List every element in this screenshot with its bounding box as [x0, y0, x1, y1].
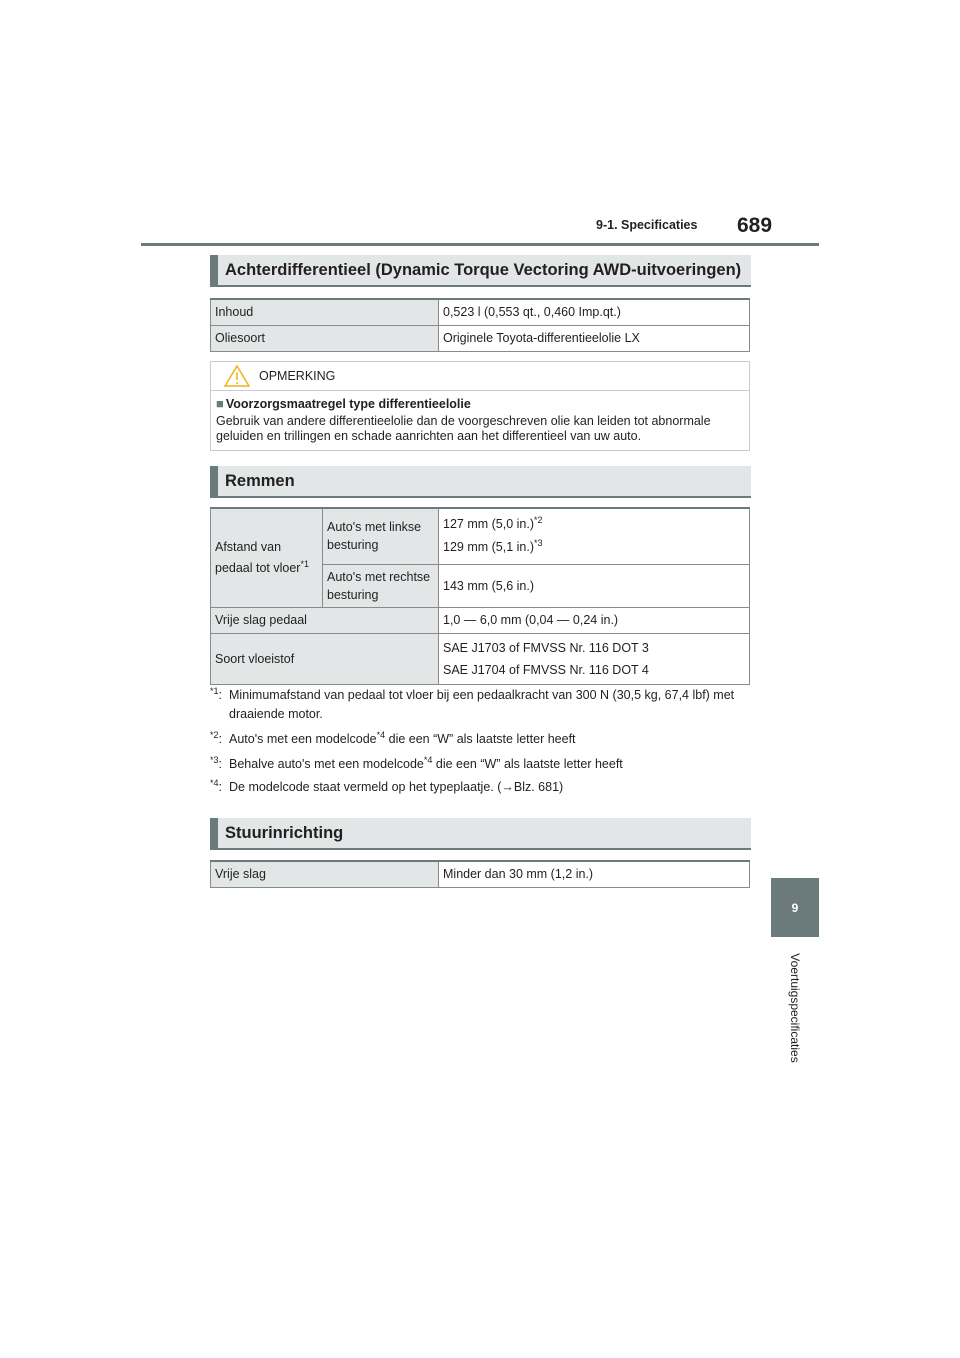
footnote-ref: *4 — [423, 754, 433, 765]
footnote-ref: *2 — [534, 515, 543, 526]
section-heading-rear-differential: Achterdifferentieel (Dynamic Torque Vectoring AWD-uitvoeringen) — [210, 255, 751, 287]
table-row — [211, 299, 750, 325]
notice-body: Gebruik van andere differentieelolie dan de voorgeschreven olie kan leiden tot abnormale geluiden en trillingen en schade aanrichten aan het differentieel van uw auto. — [216, 414, 711, 443]
table-value — [439, 633, 750, 684]
steering-table — [210, 860, 750, 888]
notice-header — [211, 362, 749, 391]
table-value: 143 mm (5,6 in.) — [439, 564, 750, 607]
cell-line: Auto's met rechtse — [327, 569, 431, 584]
footnote-ref: *4 — [376, 729, 386, 740]
square-bullet-icon: ■ — [216, 396, 224, 411]
table-row — [211, 861, 750, 887]
rear-differential-table — [210, 298, 750, 352]
chapter-label: Voertuigspecificaties — [788, 953, 802, 1063]
section-heading-steering: Stuurinrichting — [210, 818, 751, 850]
header-rule — [141, 243, 819, 246]
table-label — [211, 508, 323, 607]
chapter-number: 9 — [791, 900, 799, 915]
cell-line: Auto's met linkse — [327, 520, 422, 535]
footnote-mark: *1 — [210, 685, 219, 696]
section-header: 9-1. Specificaties — [596, 218, 698, 232]
table-row — [211, 607, 750, 633]
footnote-text: Minimumafstand van pedaal tot vloer bij een pedaalkracht van 300 N (30,5 kg, 67,4 lbf) met draaiende motor. — [229, 688, 735, 721]
notice-title: OPMERKING — [259, 369, 336, 383]
footnote-mark: *4 — [210, 777, 219, 788]
footnote-3: $^{*3}$: Behalve auto's met een modelcode$^{*4}$ die een “W” als laatste letter heeft — [210, 755, 222, 774]
cell-line — [443, 513, 745, 536]
footnote-text — [229, 730, 576, 749]
footnote-text-part: Behalve auto's met een modelcode — [229, 757, 424, 771]
footnote-mark: *2 — [210, 729, 219, 740]
cell-text: 129 mm (5,1 in.) — [443, 540, 535, 555]
cell-line: Afstand van — [215, 539, 282, 554]
table-value: 0,523 l (0,553 qt., 0,460 Imp.qt.) — [439, 299, 750, 325]
footnote-1: $^{*1}$: Minimumafstand van pedaal tot vloer bij een pedaalkracht van 300 N (30,5 kg, 67,4 lbf) met draaiende motor. — [210, 686, 222, 705]
cell-text: pedaal tot vloer — [215, 560, 301, 575]
footnote-ref: *1 — [300, 558, 309, 569]
footnote-text-part: die een “W” als laatste letter heeft — [385, 732, 576, 746]
table-label: Oliesoort — [211, 325, 439, 351]
table-value — [439, 508, 750, 564]
section-heading-brakes: Remmen — [210, 466, 751, 498]
page-number: 689 — [737, 214, 773, 237]
table-row — [211, 325, 750, 351]
footnote-2: $^{*2}$: Auto's met een modelcode$^{*4}$ die een “W” als laatste letter heeft — [210, 730, 222, 749]
cell-line — [215, 558, 318, 579]
cell-line: besturing — [327, 538, 379, 553]
footnote-text-part: die een “W” als laatste letter heeft — [432, 757, 623, 771]
footnote-text-part: Auto's met een modelcode — [229, 732, 377, 746]
cell-line: SAE J1703 of FMVSS Nr. 116 DOT 3 — [443, 640, 649, 655]
table-label — [323, 508, 439, 564]
footnote-4: $^{*4}$: De modelcode staat vermeld op het typeplaatje. (→Blz. 681) — [210, 778, 222, 797]
notice-subtitle — [216, 396, 471, 411]
footnote-mark: *3 — [210, 754, 219, 765]
footnote-text[interactable]: De modelcode staat vermeld op het typeplaatje. (→Blz. 681) — [229, 780, 564, 794]
cell-line — [443, 536, 745, 559]
warning-icon — [224, 364, 250, 388]
table-label: Inhoud — [211, 299, 439, 325]
table-row — [211, 633, 750, 684]
notice-subtitle-text: Voorzorgsmaatregel type differentieelolie — [225, 397, 471, 411]
table-label — [323, 564, 439, 607]
table-value: 1,0 — 6,0 mm (0,04 — 0,24 in.) — [439, 607, 750, 633]
table-label: Vrije slag pedaal — [211, 607, 439, 633]
notice-box — [210, 361, 750, 451]
cell-text: 127 mm (5,0 in.) — [443, 517, 535, 532]
table-value: Originele Toyota-differentieelolie LX — [439, 325, 750, 351]
table-label: Vrije slag — [211, 861, 439, 887]
brakes-table — [210, 507, 750, 685]
chapter-tab[interactable] — [771, 878, 819, 937]
table-row — [211, 508, 750, 564]
table-value: Minder dan 30 mm (1,2 in.) — [439, 861, 750, 887]
cell-line: SAE J1704 of FMVSS Nr. 116 DOT 4 — [443, 662, 649, 677]
footnote-ref: *3 — [534, 538, 543, 549]
table-label: Soort vloeistof — [211, 633, 439, 684]
footnote-text — [229, 755, 623, 774]
cell-line: besturing — [327, 587, 379, 602]
